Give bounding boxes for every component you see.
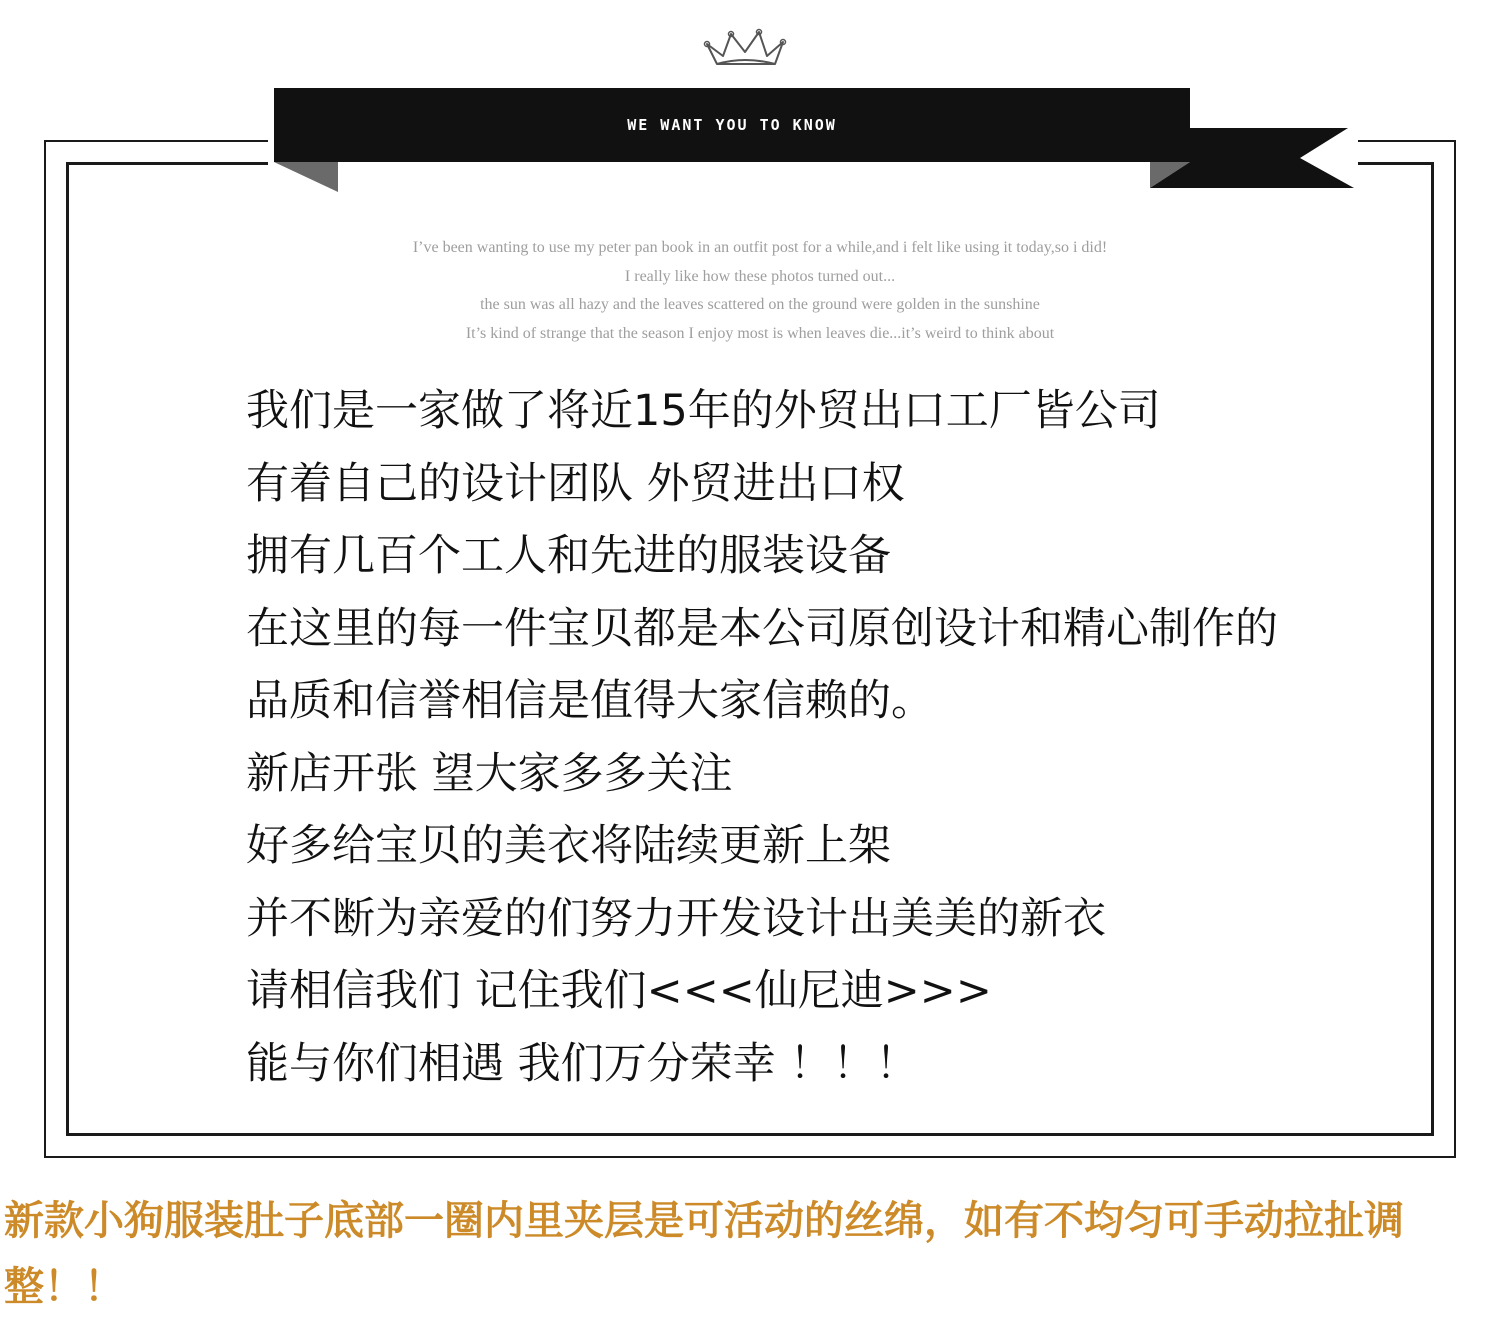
banner-title: WE WANT YOU TO KNOW — [627, 116, 837, 134]
body-line: 在这里的每一件宝贝都是本公司原创设计和精心制作的 — [246, 603, 1278, 654]
body-line: 好多给宝贝的美衣将陆续更新上架 — [246, 821, 891, 871]
intro-line: I really like how these photos turned out... — [624, 267, 896, 285]
intro-line: the sun was all hazy and the leaves scattered on the ground were golden in the sunshine — [480, 296, 1040, 313]
body-line: 品质和信誉相信是值得大家信赖的。 — [246, 676, 934, 726]
intro-text — [150, 234, 1370, 348]
intro-line: I’ve been wanting to use my peter pan book in an outfit post for a while,and i felt like using it today,so i did! — [412, 239, 1108, 256]
body-line: 请相信我们 记住我们<<<仙尼迪>>> — [246, 966, 992, 1016]
body-line: 能与你们相遇 我们万分荣幸 ！！！ — [246, 1038, 919, 1089]
body-line: 我们是一家做了将近15年的外贸出口工厂皆公司 — [246, 386, 1161, 436]
body-line: 新店开张 望大家多多关注 — [246, 748, 733, 799]
body-line: 有着自己的设计团队 外贸进出口权 — [246, 458, 905, 509]
body-line: 拥有几百个工人和先进的服装设备 — [246, 531, 891, 581]
body-line: 并不断为亲爱的们努力开发设计出美美的新衣 — [246, 893, 1106, 944]
product-notice: 新款小狗服装肚子底部一圈内里夹层是可活动的丝绵，如有不均匀可手动拉扯调整！！ — [4, 1198, 1404, 1310]
company-description — [246, 375, 1416, 1100]
intro-line: It’s kind of strange that the season I enjoy most is when leaves die...it’s weird to think about — [465, 324, 1055, 342]
